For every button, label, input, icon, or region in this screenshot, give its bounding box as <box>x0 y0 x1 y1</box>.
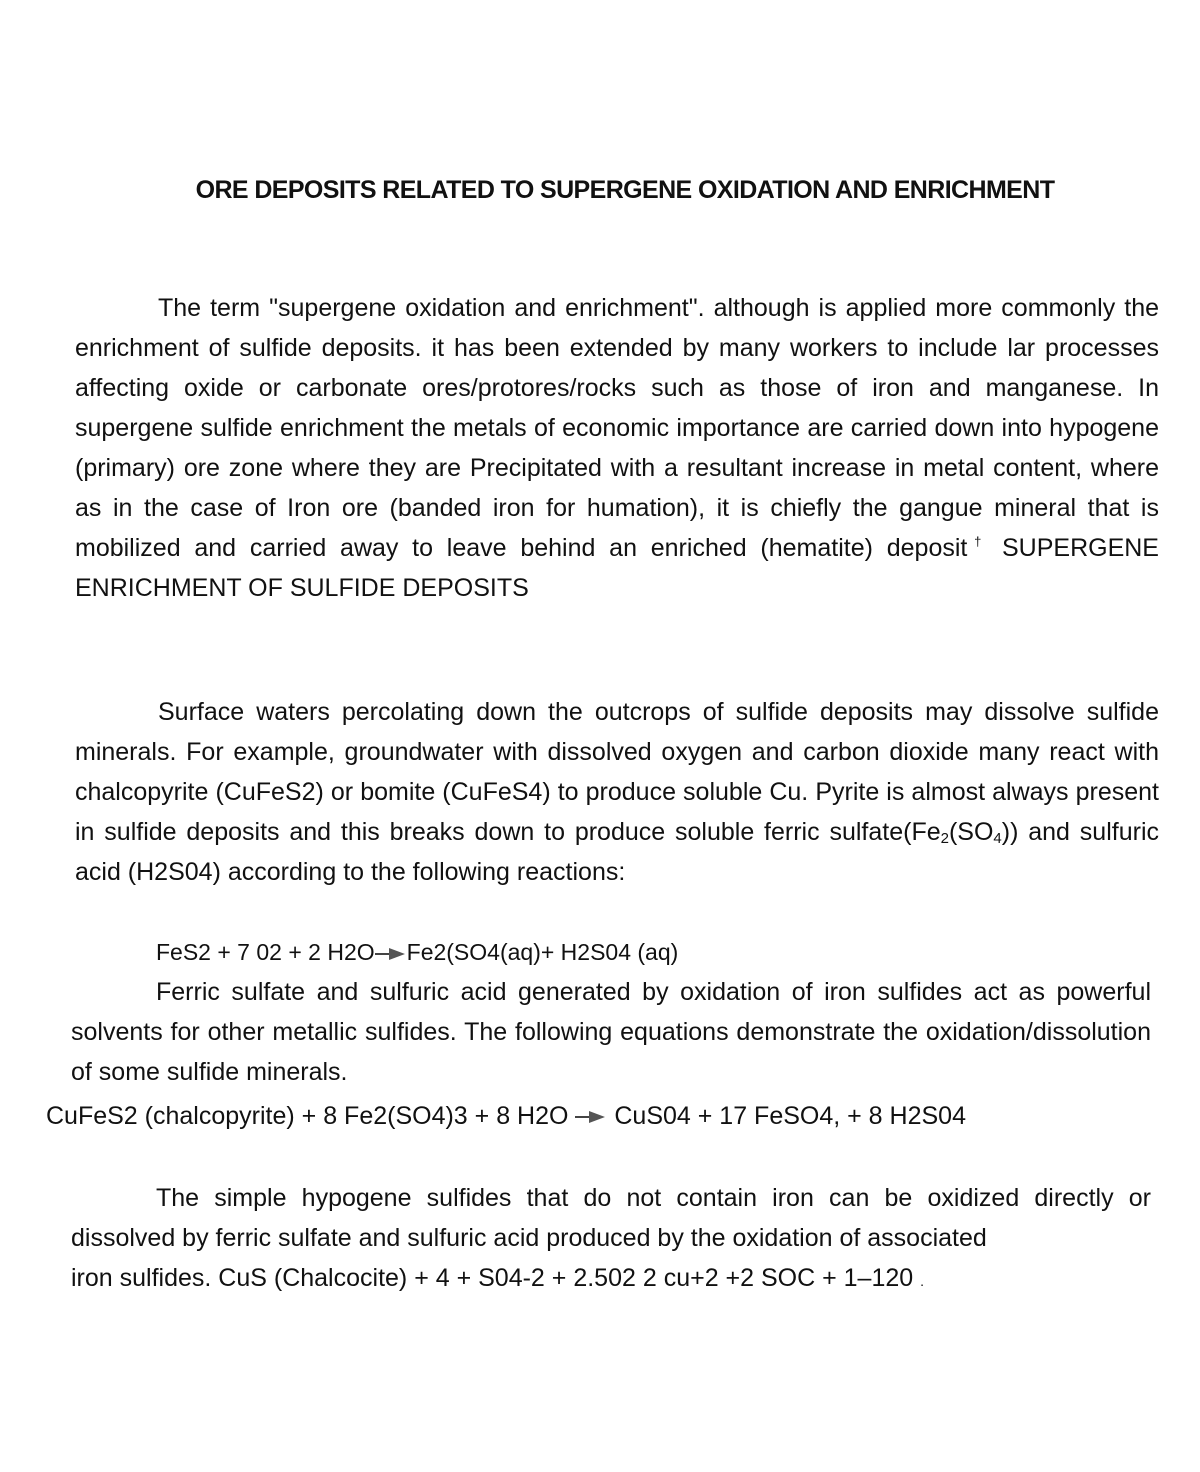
document-title: ORE DEPOSITS RELATED TO SUPERGENE OXIDATION AND ENRICHMENT <box>195 176 1055 204</box>
paragraph-surface-waters-text-b: (SO <box>948 818 994 846</box>
equation-pyrite-right: Fe2(SO4(aq)+ H2S04 (aq) <box>406 939 679 965</box>
equation-pyrite <box>156 932 678 972</box>
paragraph-surface-waters <box>75 692 1159 892</box>
reaction-arrow-icon <box>375 947 407 961</box>
paragraph-surface-waters-text-a: Surface waters percolating down the outcrops of sulfide deposits may dissolve sulfide minerals. For example, groundwater with dissolved oxygen and carbon dioxide many react with chalcopyrite (CuFeS2) or bomite (CuFeS4) to produce soluble Cu. Pyrite is almost always present in sulfide deposits and this breaks down to produce soluble ferric sulfate(Fe <box>75 698 1159 846</box>
paragraph-ferric-sulfate <box>71 972 1151 1092</box>
equation-chalcopyrite-right: CuS04 + 17 FeSO4, + 8 H2S04 <box>614 1102 966 1130</box>
subscript-4: 4 <box>993 830 1002 847</box>
footnote-mark: † <box>967 534 989 549</box>
paragraph-hypogene-text-a: The simple hypogene sulfides that do not contain iron can be oxidized directly or dissolved by ferric sulfate and sulfuric acid produced by the oxidation of associated <box>71 1184 1151 1252</box>
section-heading-inline: SUPERGENE ENRICHMENT OF SULFIDE DEPOSITS <box>75 534 1159 602</box>
paragraph-hypogene-last-line <box>71 1258 1151 1301</box>
equation-pyrite-left: FeS2 + 7 02 + 2 H2O <box>156 939 375 965</box>
paragraph-ferric-sulfate-text: Ferric sulfate and sulfuric acid generated by oxidation of iron sulfides act as powerful solvents for other metallic sulfides. The following equations demonstrate the oxidation/dissolution of some sulfide minerals. <box>71 978 1151 1086</box>
equation-chalcopyrite-left: CuFeS2 (chalcopyrite) + 8 Fe2(SO4)3 + 8 H2O <box>46 1102 569 1130</box>
paragraph-intro <box>75 288 1159 608</box>
paragraph-surface-waters-text-c: )) and sulfuric acid (H2S04) according to the following reactions: <box>75 818 1159 886</box>
paragraph-hypogene-text-b: iron sulfides. CuS (Chalcocite) + 4 + S04-2 + 2.502 2 cu+2 +2 SOC + 1–120 <box>71 1264 914 1292</box>
equation-chalcopyrite <box>46 1096 966 1136</box>
paragraph-hypogene <box>71 1178 1151 1258</box>
subscript-2: 2 <box>940 830 949 847</box>
trailing-mark: . <box>920 1273 925 1289</box>
reaction-arrow-icon <box>575 1110 607 1124</box>
paragraph-intro-text: The term "supergene oxidation and enrichment". although is applied more commonly the enrichment of sulfide deposits. it has been extended by many workers to include lar processes affecting oxide or carbonate ores/protores/rocks such as those of iron and manganese. In supergene sulfide enrichment the metals of economic importance are carried down into hypogene (primary) ore zone where they are Precipitated with a resultant increase in metal content, where as in the case of Iron ore (banded iron for humation), it is chiefly the gangue mineral that is mobilized and carried away to leave behind an enriched (hematite) deposit <box>75 294 1159 562</box>
